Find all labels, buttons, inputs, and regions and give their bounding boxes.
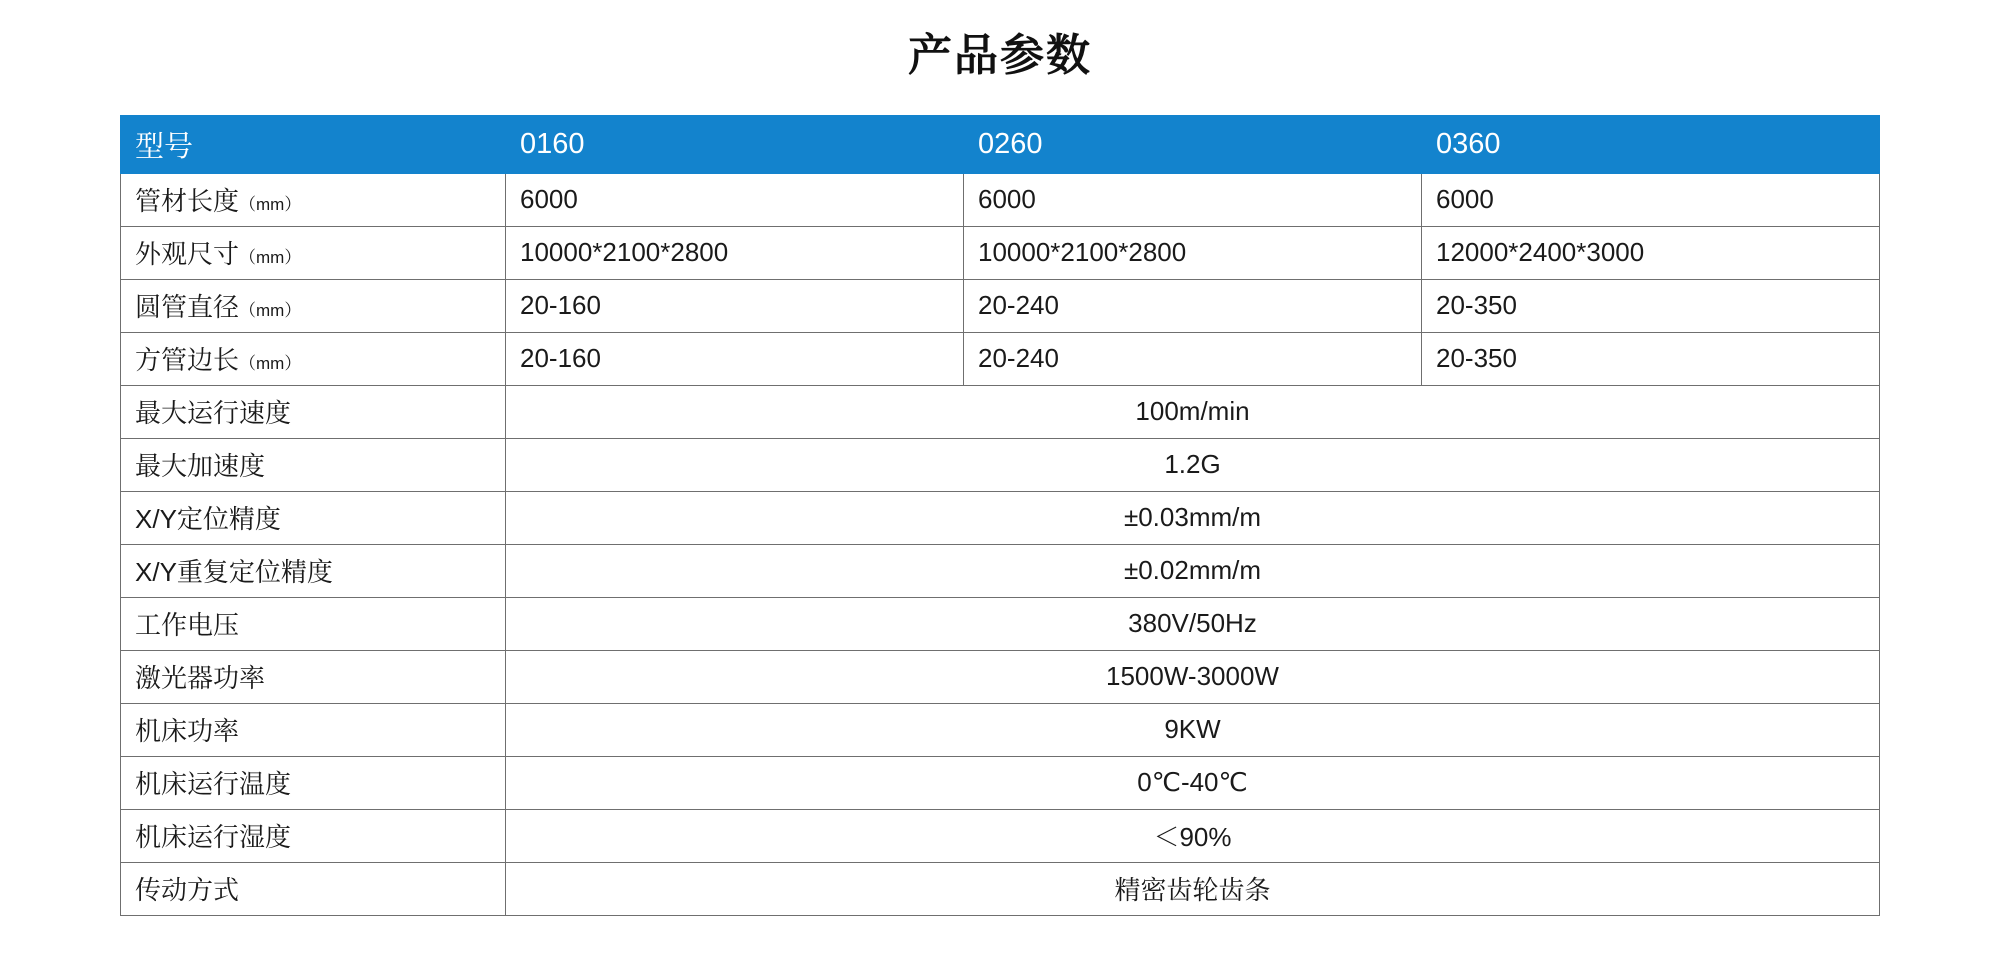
table-cell-merged-value: 1.2G <box>506 438 1880 491</box>
table-row-label <box>121 544 506 597</box>
spec-table-wrapper <box>120 115 1880 916</box>
table-row <box>121 862 1880 915</box>
table-row <box>121 650 1880 703</box>
table-row-label <box>121 385 506 438</box>
table-cell-value: 20-160 <box>506 279 964 332</box>
table-cell-value: 6000 <box>964 173 1422 226</box>
row-label-text: 传动方式 <box>135 875 240 906</box>
table-cell-merged-value: 0℃-40℃ <box>506 756 1880 809</box>
table-cell-value: 20-240 <box>964 332 1422 385</box>
row-label-text: 机床运行温度 <box>135 769 292 800</box>
row-label-text: 机床运行湿度 <box>135 822 292 853</box>
row-label-text: X/Y定位精度 <box>135 504 281 535</box>
document-page <box>0 30 2000 968</box>
table-cell-merged-value: 精密齿轮齿条 <box>506 862 1880 915</box>
table-row-label <box>121 703 506 756</box>
table-row <box>121 385 1880 438</box>
table-cell-merged-value: ±0.03mm/m <box>506 491 1880 544</box>
table-cell-value: 12000*2400*3000 <box>1422 226 1880 279</box>
table-row-label <box>121 438 506 491</box>
table-row <box>121 544 1880 597</box>
table-header-row <box>121 115 1880 173</box>
table-cell-value: 6000 <box>506 173 964 226</box>
table-row-label <box>121 226 506 279</box>
table-row <box>121 332 1880 385</box>
table-cell-value: 20-350 <box>1422 279 1880 332</box>
table-row <box>121 756 1880 809</box>
table-row <box>121 279 1880 332</box>
table-row-label <box>121 279 506 332</box>
table-row <box>121 703 1880 756</box>
row-label-unit: （mm） <box>239 354 302 374</box>
row-label-text: 最大运行速度 <box>135 398 292 429</box>
table-row-label <box>121 756 506 809</box>
table-row <box>121 173 1880 226</box>
row-label-text: 最大加速度 <box>135 451 266 482</box>
table-row <box>121 597 1880 650</box>
table-cell-merged-value: 1500W-3000W <box>506 650 1880 703</box>
product-parameters-table <box>120 115 1880 916</box>
table-header-cell-0260: 0260 <box>964 115 1422 173</box>
row-label-text: 外观尺寸 <box>135 239 240 270</box>
row-label-unit: （mm） <box>239 301 302 321</box>
row-label-text: 激光器功率 <box>135 663 266 694</box>
row-label-unit: （mm） <box>239 195 302 215</box>
table-cell-value: 10000*2100*2800 <box>964 226 1422 279</box>
table-cell-value: 6000 <box>1422 173 1880 226</box>
row-label-text: X/Y重复定位精度 <box>135 557 333 588</box>
table-row <box>121 438 1880 491</box>
table-header <box>121 115 1880 173</box>
table-cell-merged-value: 380V/50Hz <box>506 597 1880 650</box>
row-label-text: 工作电压 <box>135 610 240 641</box>
table-cell-merged-value: 100m/min <box>506 385 1880 438</box>
table-body <box>121 173 1880 915</box>
table-cell-value: 10000*2100*2800 <box>506 226 964 279</box>
table-cell-value: 20-240 <box>964 279 1422 332</box>
row-label-text: 管材长度 <box>135 186 240 217</box>
row-label-text: 方管边长 <box>135 345 240 376</box>
table-cell-merged-value: 9KW <box>506 703 1880 756</box>
table-row-label <box>121 809 506 862</box>
table-row <box>121 226 1880 279</box>
table-cell-merged-value: ±0.02mm/m <box>506 544 1880 597</box>
table-cell-merged-value: ＜90% <box>506 809 1880 862</box>
table-cell-value: 20-350 <box>1422 332 1880 385</box>
table-header-cell-0360: 0360 <box>1422 115 1880 173</box>
row-label-text: 机床功率 <box>135 716 240 747</box>
row-label-unit: （mm） <box>239 248 302 268</box>
table-row-label <box>121 862 506 915</box>
table-row <box>121 809 1880 862</box>
table-row <box>121 491 1880 544</box>
table-row-label <box>121 597 506 650</box>
table-header-cell-0160: 0160 <box>506 115 964 173</box>
table-row-label <box>121 491 506 544</box>
table-header-cell-model: 型号 <box>121 115 506 173</box>
row-label-text: 圆管直径 <box>135 292 240 323</box>
table-row-label <box>121 173 506 226</box>
table-row-label <box>121 332 506 385</box>
table-row-label <box>121 650 506 703</box>
table-cell-value: 20-160 <box>506 332 964 385</box>
page-title: 产品参数 <box>908 31 1092 80</box>
